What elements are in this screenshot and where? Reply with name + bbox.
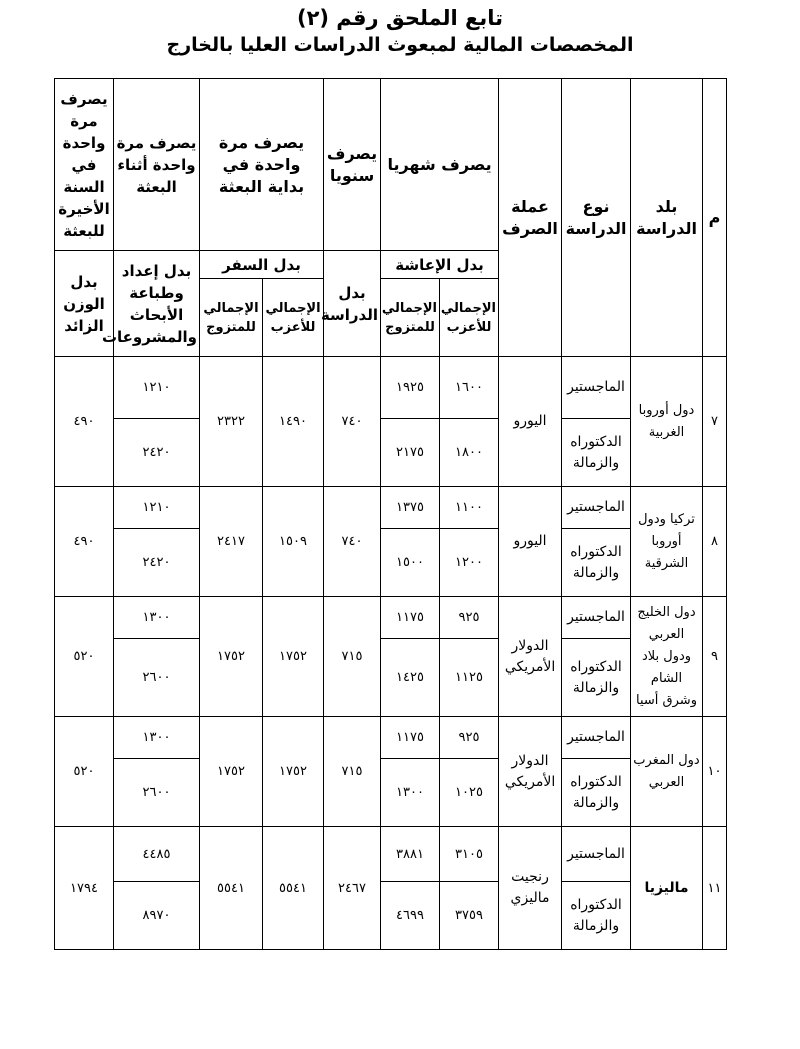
- living-married-phd-cell: ٢١٧٥: [381, 419, 440, 487]
- country-cell: دول أوروبا الغربية: [631, 357, 703, 487]
- currency-cell: الدولار الأمريكي: [499, 717, 562, 827]
- living-married-phd-cell: ١٥٠٠: [381, 529, 440, 597]
- study-cell: ٧٤٠: [324, 357, 381, 487]
- header-row-1: [55, 79, 727, 251]
- research-phd-cell: ٢٤٢٠: [114, 419, 200, 487]
- travel-header: بدل السفر: [200, 251, 324, 279]
- table-row: [55, 639, 727, 717]
- monthly-header: يصرف شهريا: [381, 79, 499, 251]
- living-married-masters-cell: ١٩٢٥: [381, 357, 440, 419]
- travel-married-cell: ٢٤١٧: [200, 487, 263, 597]
- currency-header: عملة الصرف: [499, 79, 562, 357]
- study-allowance-header: بدل الدراسة: [324, 251, 381, 357]
- weight-cell: ١٧٩٤: [55, 827, 114, 950]
- currency-cell: اليورو: [499, 357, 562, 487]
- research-phd-cell: ٢٦٠٠: [114, 639, 200, 717]
- research-phd-cell: ٨٩٧٠: [114, 882, 200, 950]
- country-cell: دول المغرب العربي: [631, 717, 703, 827]
- living-married-phd-cell: ٤٦٩٩: [381, 882, 440, 950]
- table-row: [55, 827, 727, 882]
- living-married-phd-cell: ١٣٠٠: [381, 759, 440, 827]
- index-cell: ١٠: [703, 717, 727, 827]
- living-married-masters-cell: ١٣٧٥: [381, 487, 440, 529]
- living-single-phd-cell: ١١٢٥: [440, 639, 499, 717]
- travel-single-cell: ٥٥٤١: [263, 827, 324, 950]
- index-cell: ٧: [703, 357, 727, 487]
- living-single-masters-cell: ١١٠٠: [440, 487, 499, 529]
- currency-cell: الدولار الأمريكي: [499, 597, 562, 717]
- weight-cell: ٤٩٠: [55, 357, 114, 487]
- table-row: [55, 597, 727, 639]
- living-married-phd-cell: ١٤٢٥: [381, 639, 440, 717]
- table-row: [55, 357, 727, 419]
- weight-cell: ٥٢٠: [55, 717, 114, 827]
- table-row: [55, 529, 727, 597]
- living-header: بدل الإعاشة: [381, 251, 499, 279]
- currency-cell: اليورو: [499, 487, 562, 597]
- travel-single-cell: ١٧٥٢: [263, 597, 324, 717]
- study-type-phd-cell: الدكتوراه والزمالة: [562, 419, 631, 487]
- research-masters-cell: ١٣٠٠: [114, 717, 200, 759]
- index-cell: ١١: [703, 827, 727, 950]
- research-phd-cell: ٢٦٠٠: [114, 759, 200, 827]
- living-married-header: الإجمالي للمتزوج: [381, 279, 440, 357]
- weight-cell: ٤٩٠: [55, 487, 114, 597]
- travel-single-header: الإجمالي للأعزب: [263, 279, 324, 357]
- research-header: بدل إعداد وطباعة الأبحاث والمشروعات: [114, 251, 200, 357]
- start-header: يصرف مرة واحدة في بداية البعثة: [200, 79, 324, 251]
- travel-single-cell: ١٧٥٢: [263, 717, 324, 827]
- country-header: بلد الدراسة: [631, 79, 703, 357]
- living-married-masters-cell: ١١٧٥: [381, 597, 440, 639]
- study-type-phd-cell: الدكتوراه والزمالة: [562, 882, 631, 950]
- last-year-header: يصرف مرة واحدة في السنة الأخيرة للبعثة: [55, 79, 114, 251]
- research-masters-cell: ١٣٠٠: [114, 597, 200, 639]
- index-cell: ٨: [703, 487, 727, 597]
- study-type-header: نوع الدراسة: [562, 79, 631, 357]
- travel-married-cell: ٢٣٢٢: [200, 357, 263, 487]
- living-single-masters-cell: ٩٢٥: [440, 597, 499, 639]
- research-phd-cell: ٢٤٢٠: [114, 529, 200, 597]
- study-type-masters-cell: الماجستير: [562, 827, 631, 882]
- travel-married-cell: ١٧٥٢: [200, 717, 263, 827]
- weight-header: بدل الوزن الزائد: [55, 251, 114, 357]
- country-cell: تركيا ودول أوروبا الشرقية: [631, 487, 703, 597]
- living-single-masters-cell: ٣١٠٥: [440, 827, 499, 882]
- research-masters-cell: ٤٤٨٥: [114, 827, 200, 882]
- study-cell: ٧٤٠: [324, 487, 381, 597]
- study-cell: ٧١٥: [324, 597, 381, 717]
- study-type-masters-cell: الماجستير: [562, 597, 631, 639]
- study-type-phd-cell: الدكتوراه والزمالة: [562, 759, 631, 827]
- living-married-masters-cell: ١١٧٥: [381, 717, 440, 759]
- travel-married-cell: ١٧٥٢: [200, 597, 263, 717]
- allowances-table: [54, 78, 727, 950]
- living-single-phd-cell: ٣٧٥٩: [440, 882, 499, 950]
- living-single-phd-cell: ١٢٠٠: [440, 529, 499, 597]
- currency-cell: رنجيت ماليزي: [499, 827, 562, 950]
- table-row: [55, 487, 727, 529]
- travel-married-cell: ٥٥٤١: [200, 827, 263, 950]
- study-cell: ٧١٥: [324, 717, 381, 827]
- study-type-masters-cell: الماجستير: [562, 487, 631, 529]
- research-masters-cell: ١٢١٠: [114, 487, 200, 529]
- living-single-header: الإجمالي للأعزب: [440, 279, 499, 357]
- page-title: تابع الملحق رقم (٢): [296, 6, 504, 30]
- table-row: [55, 759, 727, 827]
- travel-single-cell: ١٤٩٠: [263, 357, 324, 487]
- page-subtitle: المخصصات المالية لمبعوث الدراسات العليا بالخارج: [166, 34, 634, 56]
- study-type-masters-cell: الماجستير: [562, 357, 631, 419]
- study-type-phd-cell: الدكتوراه والزمالة: [562, 639, 631, 717]
- living-single-phd-cell: ١٨٠٠: [440, 419, 499, 487]
- country-cell: دول الخليج العربي ودول بلاد الشام وشرق أسيا: [631, 597, 703, 717]
- living-single-masters-cell: ٩٢٥: [440, 717, 499, 759]
- index-header: م: [703, 79, 727, 357]
- table-row: [55, 717, 727, 759]
- index-cell: ٩: [703, 597, 727, 717]
- travel-married-header: الإجمالي للمتزوج: [200, 279, 263, 357]
- living-married-masters-cell: ٣٨٨١: [381, 827, 440, 882]
- research-masters-cell: ١٢١٠: [114, 357, 200, 419]
- annual-header: يصرف سنويا: [324, 79, 381, 251]
- table-row: [55, 882, 727, 950]
- table-row: [55, 419, 727, 487]
- study-cell: ٢٤٦٧: [324, 827, 381, 950]
- country-cell: ماليزيا: [631, 827, 703, 950]
- living-single-masters-cell: ١٦٠٠: [440, 357, 499, 419]
- living-single-phd-cell: ١٠٢٥: [440, 759, 499, 827]
- study-type-phd-cell: الدكتوراه والزمالة: [562, 529, 631, 597]
- travel-single-cell: ١٥٠٩: [263, 487, 324, 597]
- weight-cell: ٥٢٠: [55, 597, 114, 717]
- study-type-masters-cell: الماجستير: [562, 717, 631, 759]
- during-header: يصرف مرة واحدة أثناء البعثة: [114, 79, 200, 251]
